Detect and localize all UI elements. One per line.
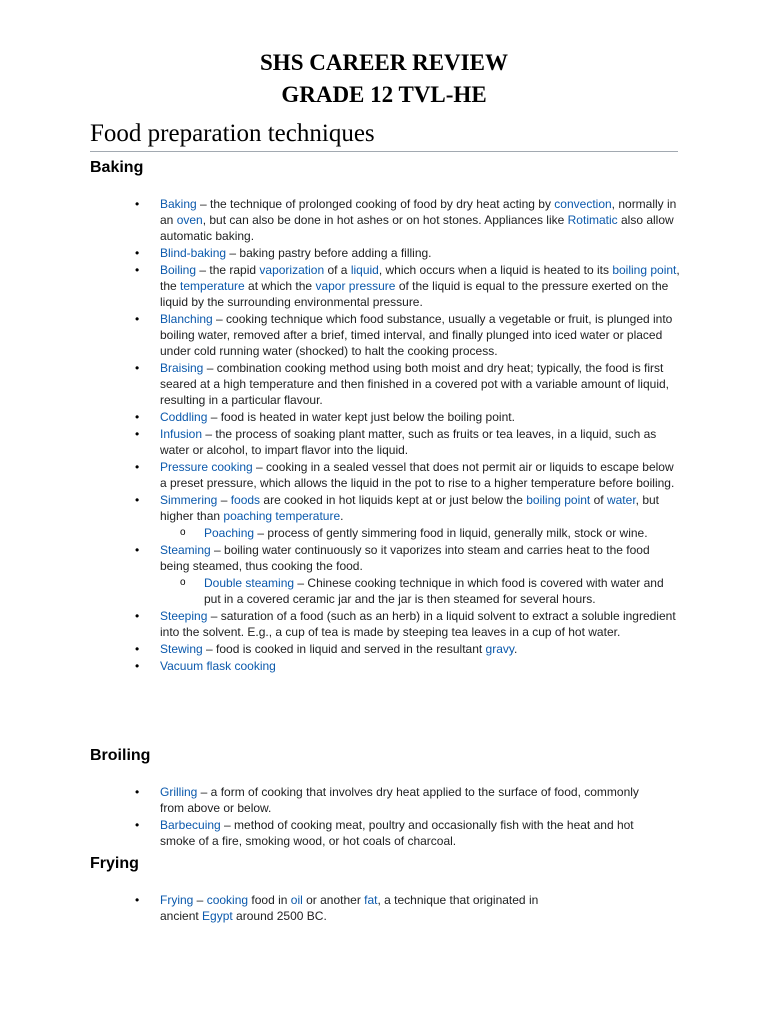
item-text: , the (160, 263, 680, 293)
broiling-list (135, 784, 640, 850)
list-item (135, 409, 680, 425)
item-text: at which the (244, 279, 316, 293)
link-vapor-pressure[interactable]: vapor pressure (315, 279, 396, 293)
item-text: – method of cooking meat, poultry and occasionally fish with the heat and hot smoke of a fire, smoking wood, or hot coals of charcoal. (160, 818, 634, 848)
list-item-text (160, 608, 680, 640)
list-item (135, 784, 640, 816)
item-text: – cooking technique which food substance, usually a vegetable or fruit, is plunged into boiling water, removed after a brief, timed interval, and finally plunged into iced water or placed under cold running water (shocked) to halt the cooking process. (160, 312, 673, 358)
item-text: , a technique that originated in ancient (160, 893, 539, 923)
list-item-text (160, 641, 680, 657)
list-item (135, 360, 680, 408)
link-rotimatic[interactable]: Rotimatic (567, 213, 618, 227)
item-text: – food is cooked in liquid and served in the resultant (202, 642, 486, 656)
list-item (135, 892, 560, 924)
item-text: – combination cooking method using both moist and dry heat; typically, the food is first seared at a high temperature and then finished in a covered pot with a variable amount of liquid, resulting in a particular flavour. (160, 361, 669, 407)
link-blind-baking[interactable]: Blind-baking (160, 246, 227, 260)
link-gravy[interactable]: gravy (485, 642, 514, 656)
frying-list (135, 892, 560, 925)
list-item (135, 459, 680, 491)
item-text: , which occurs when a liquid is heated to its (378, 263, 613, 277)
list-item (135, 658, 680, 674)
link-simmering[interactable]: Simmering (160, 493, 218, 507)
main-heading: Food preparation techniques (90, 117, 678, 152)
item-text: – (193, 893, 207, 907)
item-text: . (340, 509, 344, 523)
link-boiling-point[interactable]: boiling point (526, 493, 591, 507)
link-vaporization[interactable]: vaporization (259, 263, 325, 277)
list-item-text (160, 196, 680, 244)
item-text: around 2500 BC. (232, 909, 327, 923)
item-text: of a (324, 263, 351, 277)
item-text: of the liquid is equal to the pressure exerted on the liquid by the surrounding environmental pressure. (160, 279, 669, 309)
item-text: – food is heated in water kept just below the boiling point. (207, 410, 515, 424)
item-text: – a form of cooking that involves dry heat applied to the surface of food, commonly from above or below. (160, 785, 639, 815)
link-blanching[interactable]: Blanching (160, 312, 213, 326)
list-item-text (160, 459, 680, 491)
list-item (135, 245, 680, 261)
list-item (135, 641, 680, 657)
list-item (135, 492, 680, 524)
link-convection[interactable]: convection (554, 197, 612, 211)
list-item (135, 542, 680, 574)
item-text: – cooking in a sealed vessel that does not permit air or liquids to escape below a preset pressure, which allows the liquid in the pot to rise to a higher temperature before boiling. (160, 460, 675, 490)
link-baking[interactable]: Baking (160, 197, 197, 211)
list-item-text (160, 784, 640, 816)
item-text: – boiling water continuously so it vaporizes into steam and carries heat to the food being steamed, thus cooking the food. (160, 543, 650, 573)
section-heading-frying: Frying (90, 855, 139, 872)
link-frying[interactable]: Frying (160, 893, 194, 907)
list-item-text (160, 892, 560, 924)
list-item-text (160, 262, 680, 310)
item-text: – Chinese cooking technique in which food is covered with water and put in a covered ceramic jar and the jar is then steamed for several hours. (204, 576, 664, 606)
section-heading-baking: Baking (90, 159, 144, 176)
link-fat[interactable]: fat (364, 893, 378, 907)
link-water[interactable]: water (606, 493, 636, 507)
list-item-text (160, 492, 680, 524)
sub-list-item (160, 575, 680, 607)
link-coddling[interactable]: Coddling (160, 410, 208, 424)
item-text: or another (302, 893, 365, 907)
link-cooking[interactable]: cooking (206, 893, 249, 907)
link-braising[interactable]: Braising (160, 361, 204, 375)
list-item-text (160, 311, 680, 359)
link-poaching[interactable]: Poaching (204, 526, 255, 540)
link-pressure-cooking[interactable]: Pressure cooking (160, 460, 253, 474)
item-text: . (514, 642, 518, 656)
sub-list-item (160, 525, 680, 541)
sub-list (135, 525, 680, 541)
link-steeping[interactable]: Steeping (160, 609, 208, 623)
list-item-text (160, 817, 640, 849)
item-text: , but can also be done in hot ashes or on hot stones. Appliances like (202, 213, 568, 227)
list-item-text (160, 542, 680, 574)
item-text: – the process of soaking plant matter, such as fruits or tea leaves, in a liquid, such as water or alcohol, to impart flavor into the liquid. (160, 427, 657, 457)
section-heading-broiling: Broiling (90, 747, 151, 764)
list-item (135, 608, 680, 640)
link-liquid[interactable]: liquid (350, 263, 379, 277)
link-vacuum-flask-cooking[interactable]: Vacuum flask cooking (160, 659, 276, 673)
link-stewing[interactable]: Stewing (160, 642, 203, 656)
document-title-line2: GRADE 12 TVL-HE (281, 82, 487, 107)
document-title-line1: SHS CAREER REVIEW (260, 50, 508, 75)
item-text: are cooked in hot liquids kept at or just below the (260, 493, 527, 507)
item-text: – process of gently simmering food in liquid, generally milk, stock or wine. (254, 526, 648, 540)
link-infusion[interactable]: Infusion (160, 427, 203, 441)
list-item-text (160, 409, 680, 425)
link-egypt[interactable]: Egypt (202, 909, 233, 923)
list-item (135, 817, 640, 849)
list-item (135, 196, 680, 244)
link-oven[interactable]: oven (176, 213, 203, 227)
item-text: – saturation of a food (such as an herb) in a liquid solvent to extract a soluble ingredient into the solvent. E.g., a cup of tea is made by steeping tea leaves in a cup of hot water. (160, 609, 676, 639)
list-item-text (160, 426, 680, 458)
item-text: – the rapid (196, 263, 260, 277)
link-foods[interactable]: foods (230, 493, 261, 507)
item-text: – the technique of prolonged cooking of food by dry heat acting by (196, 197, 555, 211)
list-item-text (160, 360, 680, 408)
item-text: also allow automatic baking. (160, 213, 674, 243)
list-item-text (160, 658, 680, 674)
link-boiling[interactable]: Boiling (160, 263, 197, 277)
item-text: , but higher than (160, 493, 660, 523)
item-text: of (590, 493, 607, 507)
item-text: – baking pastry before adding a filling. (226, 246, 432, 260)
link-barbecuing[interactable]: Barbecuing (160, 818, 221, 832)
link-grilling[interactable]: Grilling (160, 785, 198, 799)
list-item (135, 426, 680, 458)
link-oil[interactable]: oil (290, 893, 303, 907)
item-text: food in (248, 893, 291, 907)
link-steaming[interactable]: Steaming (160, 543, 211, 557)
sub-list (135, 575, 680, 607)
item-text: , normally in an (160, 197, 677, 227)
link-double-steaming[interactable]: Double steaming (204, 576, 295, 590)
list-item (135, 262, 680, 310)
link-temperature[interactable]: temperature (180, 279, 245, 293)
link-poaching-temperature[interactable]: poaching temperature (223, 509, 341, 523)
item-text: – (217, 493, 231, 507)
list-item-text (160, 245, 680, 261)
baking-list (135, 196, 680, 675)
list-item (135, 311, 680, 359)
link-boiling-point[interactable]: boiling point (612, 263, 677, 277)
